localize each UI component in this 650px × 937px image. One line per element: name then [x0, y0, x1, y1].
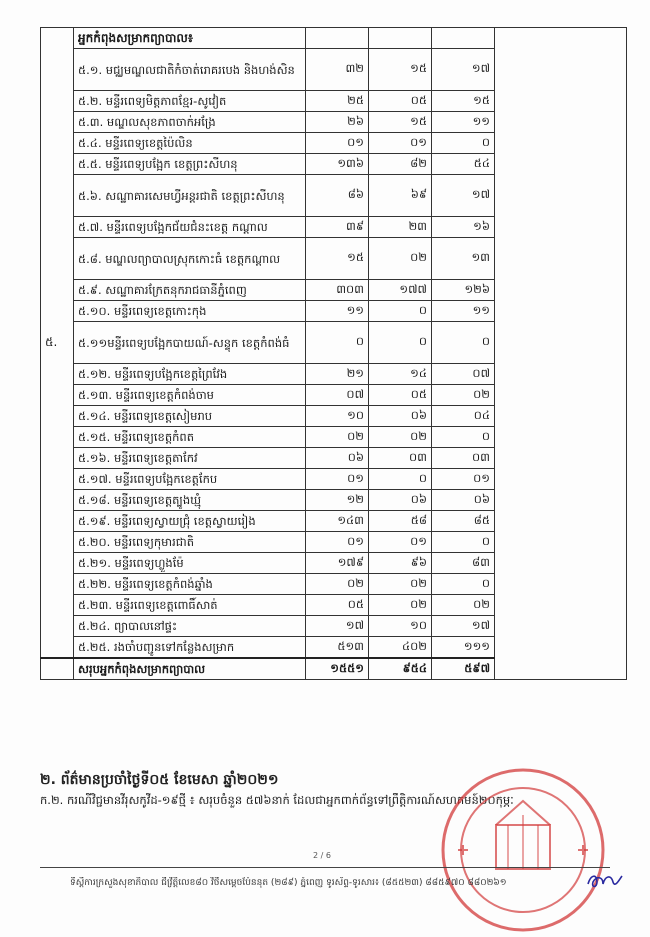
total-c: ៥៩៧	[432, 658, 495, 680]
count-total: ០៧	[306, 385, 369, 406]
count-c: ០	[432, 532, 495, 553]
count-b: ៤០២	[369, 637, 432, 659]
count-total: ៣៩	[306, 217, 369, 238]
count-c: ០	[432, 574, 495, 595]
count-total: ០១	[306, 469, 369, 490]
count-total: ២៦	[306, 112, 369, 133]
footer-address: ទីស្តីការក្រសួងសុខាភិបាល ជីវ្រឹត្តិលេខ៨០ វិថីសម្តេចប៉ែននុត (២៨៩) ភ្នំពេញ ទូរស័ព្ទ-ទូរសារ៖ (៨៥៥២៣) ៨៨៥៩៧០ ៨៨០២៦១	[70, 878, 507, 888]
count-b: ០	[369, 469, 432, 490]
count-total: ០២	[306, 574, 369, 595]
count-b: ១៤	[369, 364, 432, 385]
count-c: ១៧	[432, 49, 495, 91]
count-c: ១១	[432, 112, 495, 133]
count-b: ១៧៧	[369, 280, 432, 301]
count-c: ១៣	[432, 238, 495, 280]
patients-table	[40, 27, 627, 680]
count-c: ១៧	[432, 616, 495, 637]
count-b: ០១	[369, 532, 432, 553]
facility-name: ៥.១១មន្ទីរពេទ្យបង្អែកបាយណ៍-សន្ទុក ខេត្តកំពង់ធំ	[74, 322, 306, 364]
count-c: ០២	[432, 595, 495, 616]
count-b: ៦៩	[369, 175, 432, 217]
count-c: ១១	[432, 301, 495, 322]
count-c: ០	[432, 133, 495, 154]
count-total: ៣២	[306, 49, 369, 91]
facility-name: ៥.១៣. មន្ទីរពេទ្យខេត្តកំពង់ចាម	[74, 385, 306, 406]
facility-name: ៥.៣. មណ្ឌលសុខភាពចាក់អង្រែ	[74, 112, 306, 133]
page-number: 2 / 6	[313, 851, 331, 860]
facility-name: ៥.១៩. មន្ទីរពេទ្យស្វាយជ្រុំ ខេត្តស្វាយរៀង	[74, 511, 306, 532]
count-b: ១៥	[369, 49, 432, 91]
facility-name: ៥.១៨. មន្ទីរពេទ្យខេត្តត្បូងឃ្មុំ	[74, 490, 306, 511]
count-c: ១២៦	[432, 280, 495, 301]
facility-name: ៥.១២. មន្ទីរពេទ្យបង្អែកខេត្តព្រៃវែង	[74, 364, 306, 385]
footer-divider	[40, 867, 610, 868]
count-c: ១៧	[432, 175, 495, 217]
count-c: ១៥	[432, 91, 495, 112]
count-total: ២៥	[306, 91, 369, 112]
section-heading: អ្នកកំពុងសម្រាកព្យាបាល៖	[74, 28, 306, 49]
count-c: ១១១	[432, 637, 495, 659]
count-c: ៥៤	[432, 154, 495, 175]
count-b: ៩៦	[369, 553, 432, 574]
count-c: ០១	[432, 469, 495, 490]
section-heading-row	[41, 28, 627, 49]
count-c: ០	[432, 322, 495, 364]
count-c: ០៣	[432, 448, 495, 469]
count-b: ៥៨	[369, 511, 432, 532]
total-b: ៩៥៤	[369, 658, 432, 680]
count-b: ០២	[369, 595, 432, 616]
handwritten-signature	[585, 870, 625, 892]
count-b: ០៥	[369, 385, 432, 406]
count-b: ០៣	[369, 448, 432, 469]
section-index: ៥.	[41, 28, 74, 659]
count-c: ០៦	[432, 490, 495, 511]
count-b: ២៣	[369, 217, 432, 238]
count-b: ០៦	[369, 490, 432, 511]
facility-name: ៥.៤. មន្ទីរពេទ្យខេត្តប៉ៃលិន	[74, 133, 306, 154]
count-b: ០១	[369, 133, 432, 154]
facility-name: ៥.១៦. មន្ទីរពេទ្យខេត្តតាកែវ	[74, 448, 306, 469]
facility-name: ៥.១០. មន្ទីរពេទ្យខេត្តកោះកុង	[74, 301, 306, 322]
count-total: ១៧	[306, 616, 369, 637]
count-b: ១៥	[369, 112, 432, 133]
count-c: ៨៣	[432, 553, 495, 574]
count-b: ០	[369, 301, 432, 322]
count-b: ៨២	[369, 154, 432, 175]
patients-table-body	[41, 28, 627, 680]
count-c: ០៧	[432, 364, 495, 385]
facility-name: ៥.២១. មន្ទីរពេទ្យហ្លួងម៉ែ	[74, 553, 306, 574]
count-c: ៨៥	[432, 511, 495, 532]
facility-name: ៥.១. មជ្ឈមណ្ឌលជាតិកំចាត់រោគរបេង និងហង់សិន	[74, 49, 306, 91]
count-total: ៨៦	[306, 175, 369, 217]
count-c: ១៦	[432, 217, 495, 238]
count-b: ០២	[369, 238, 432, 280]
count-total: ១៧៩	[306, 553, 369, 574]
count-total: ៥១៣	[306, 637, 369, 659]
count-total: ១០	[306, 406, 369, 427]
count-b: ០៦	[369, 406, 432, 427]
count-b: ០២	[369, 574, 432, 595]
facility-name: ៥.១៥. មន្ទីរពេទ្យខេត្តកំពត	[74, 427, 306, 448]
count-c: ០២	[432, 385, 495, 406]
empty-cell	[41, 658, 74, 680]
count-total: ០១	[306, 133, 369, 154]
facility-name: ៥.២៤. ព្យាបាលនៅផ្ទះ	[74, 616, 306, 637]
facility-name: ៥.១៤. មន្ទីរពេទ្យខេត្តសៀមរាប	[74, 406, 306, 427]
facility-name: ៥.៨. មណ្ឌលព្យាបាលស្រុកកោះធំ ខេត្តកណ្ដាល	[74, 238, 306, 280]
count-b: ១០	[369, 616, 432, 637]
count-total: ១២	[306, 490, 369, 511]
count-total: ២១	[306, 364, 369, 385]
count-b: ០៥	[369, 91, 432, 112]
facility-name: ៥.៧. មន្ទីរពេទ្យបង្អែកជ័យជំនះខេត្ត កណ្ដាល	[74, 217, 306, 238]
blank-column	[495, 28, 627, 680]
count-total: ១៣៦	[306, 154, 369, 175]
facility-name: ៥.៦. សណ្ឋាគារសេមហ្វីអន្តរជាតិ ខេត្តព្រះសីហនុ	[74, 175, 306, 217]
count-total: ០២	[306, 427, 369, 448]
facility-name: ៥.១៧. មន្ទីរពេទ្យបង្អែកខេត្តកែប	[74, 469, 306, 490]
count-total: ១១	[306, 301, 369, 322]
count-total: ០១	[306, 532, 369, 553]
count-total: ១៤៣	[306, 511, 369, 532]
facility-name: ៥.៥. មន្ទីរពេទ្យបង្អែក ខេត្តព្រះសីហនុ	[74, 154, 306, 175]
empty-cell	[306, 28, 369, 49]
total-label: សរុបអ្នកកំពុងសម្រាកព្យាបាល	[74, 658, 306, 680]
count-c: ០	[432, 427, 495, 448]
section-2-title: ២. ព័ត៌មានប្រចាំថ្ងៃទី០៥ ខែមេសា ឆ្នាំ២០២១	[40, 772, 279, 788]
count-total: ១៥	[306, 238, 369, 280]
section-2-line: ក.២. ករណីវិជ្ជមានវីរុសកូវីដ-១៩ថ្មី ៖ សរុបចំនួន ៥៧៦នាក់ ដែលជាអ្នកពាក់ព័ន្ធទៅព្រឹត្តិការណ៍សហគមន៍២០កុម្ភៈ	[40, 793, 514, 807]
facility-name: ៥.២៥. រងចាំបញ្ជូនទៅកន្លែងសម្រាក	[74, 637, 306, 659]
official-seal-stamp	[438, 765, 608, 935]
facility-name: ៥.៩. សណ្ឋាគារក្រែតនុករាជធានីភ្នំពេញ	[74, 280, 306, 301]
total-a: ១៥៥១	[306, 658, 369, 680]
facility-name: ៥.២០. មន្ទីរពេទ្យកុមារជាតិ	[74, 532, 306, 553]
count-b: ០២	[369, 427, 432, 448]
facility-name: ៥.២. មន្ទីរពេទ្យមិត្តភាពខ្មែរ-សូវៀត	[74, 91, 306, 112]
empty-cell	[432, 28, 495, 49]
count-c: ០៤	[432, 406, 495, 427]
count-total: ០៦	[306, 448, 369, 469]
facility-name: ៥.២២. មន្ទីរពេទ្យខេត្តកំពង់ឆ្នាំង	[74, 574, 306, 595]
count-total: ៣០៣	[306, 280, 369, 301]
empty-cell	[369, 28, 432, 49]
facility-name: ៥.២៣. មន្ទីរពេទ្យខេត្តពោធិ៍សាត់	[74, 595, 306, 616]
count-b: ០	[369, 322, 432, 364]
count-total: ០៥	[306, 595, 369, 616]
count-total: ០	[306, 322, 369, 364]
